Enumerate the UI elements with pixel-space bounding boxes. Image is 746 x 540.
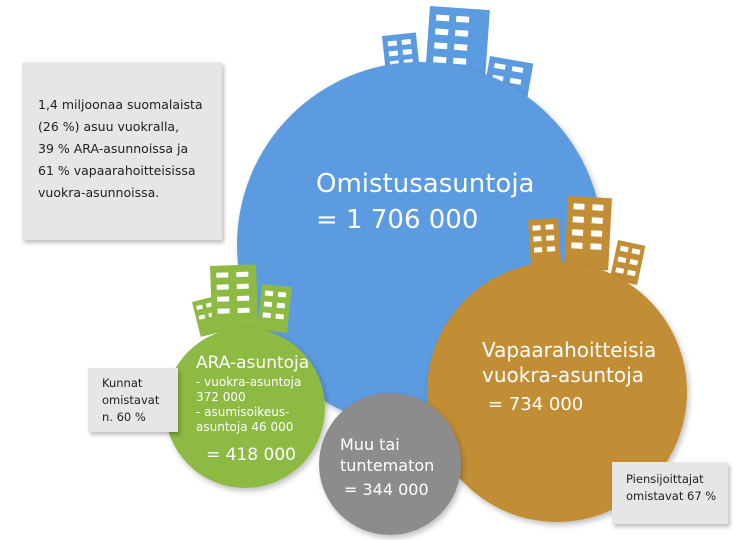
pienisijoittajat-note-text: Piensijoittajat omistavat 67 %: [626, 472, 717, 503]
kunnat-note: [88, 368, 178, 432]
muu-title: Muu tai tuntematon: [340, 435, 435, 475]
ara-title: ARA-asuntoja: [196, 353, 310, 373]
kunnat-note-text: Kunnat omistavat n. 60 %: [102, 376, 160, 424]
omistus-title: Omistusasuntoja: [316, 169, 535, 199]
info-box-text: 1,4 miljoonaa suomalaista (26 %) asuu vuokralla, 39 % ARA-asunnoissa ja 61 % vapaarahoitteisissa vuokra-asunnoissa.: [38, 97, 203, 200]
pienisijoittajat-note: [612, 462, 728, 524]
vapaa-value: = 734 000: [488, 394, 584, 415]
omistus-value: = 1 706 000: [316, 205, 479, 235]
ara-details: - vuokra-asuntoja 372 000 - asumisoikeus- asuntoja 46 000: [196, 375, 302, 434]
ara-value: = 418 000: [206, 445, 296, 465]
info-box: [22, 62, 222, 240]
vapaa-title: Vapaarahoitteisia vuokra-asuntoja: [482, 338, 657, 387]
muu-value: = 344 000: [344, 480, 429, 499]
